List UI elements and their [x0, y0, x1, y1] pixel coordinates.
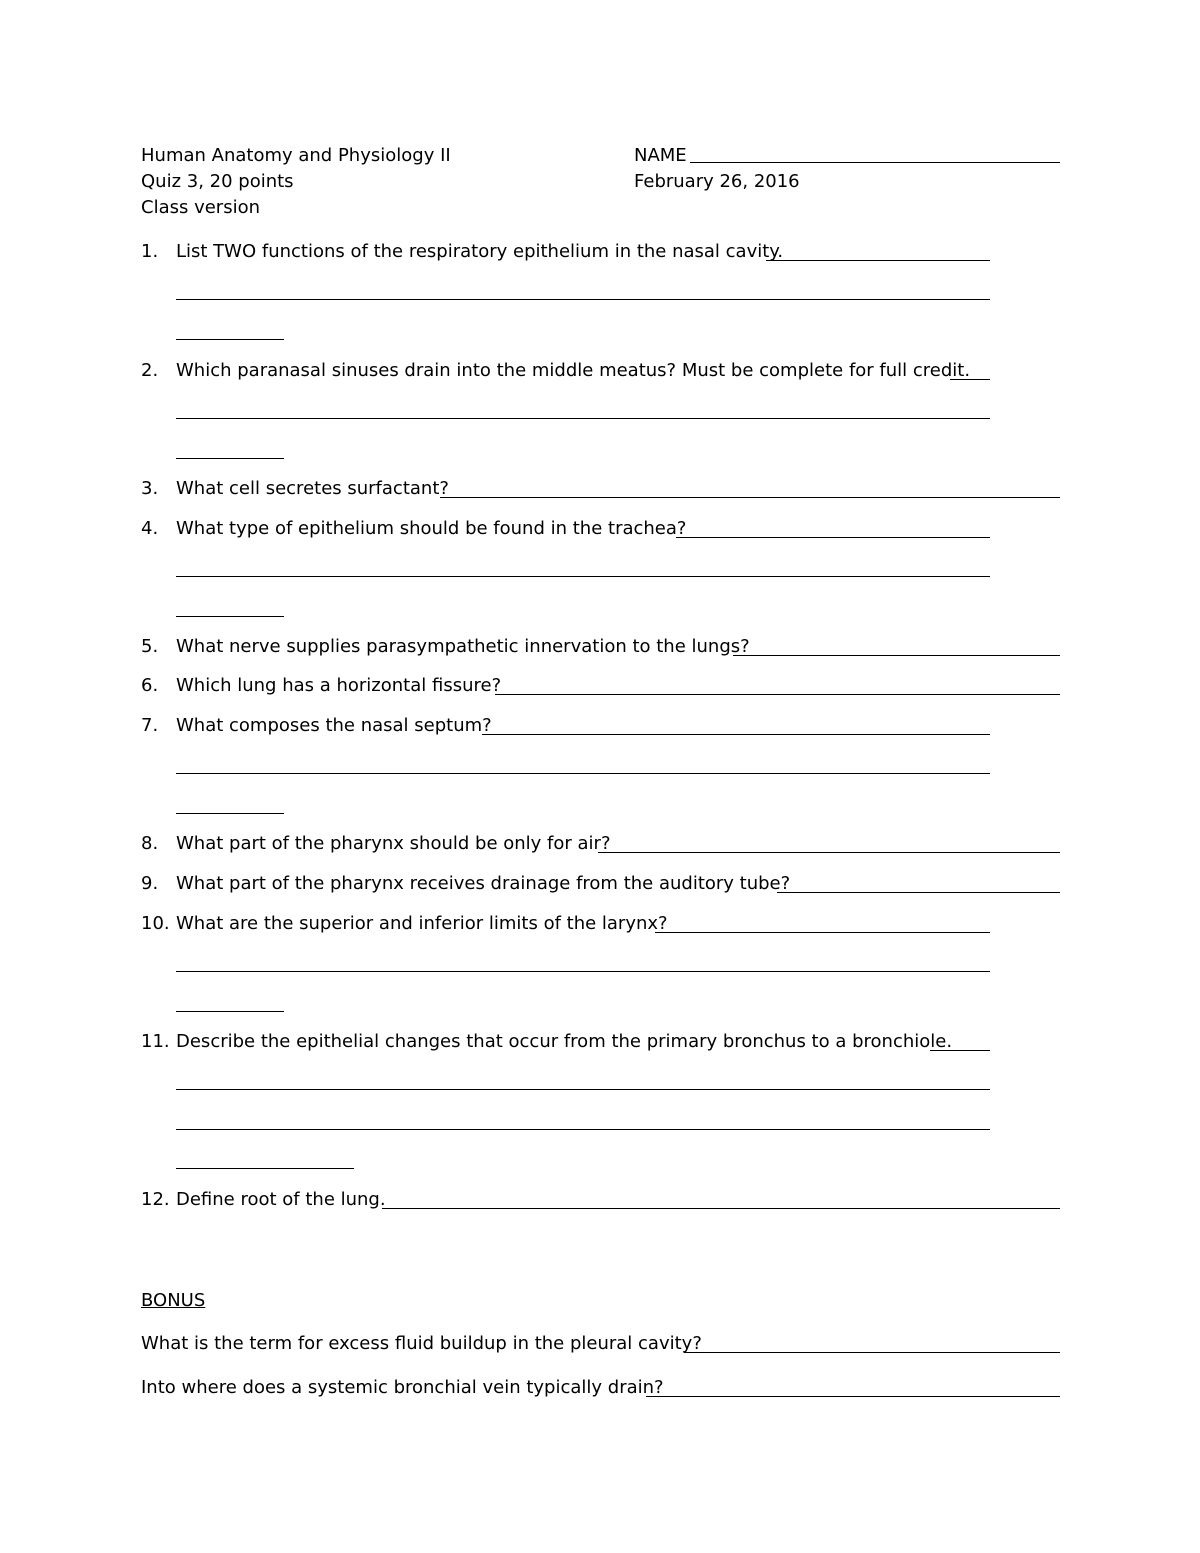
answer-line[interactable]	[176, 299, 990, 300]
answer-line[interactable]	[684, 1352, 1060, 1353]
question-text: List TWO functions of the respiratory epithelium in the nasal cavity.	[176, 241, 784, 262]
version-label: Class version	[141, 197, 261, 218]
answer-line[interactable]	[176, 813, 284, 814]
answer-line[interactable]	[176, 1168, 354, 1169]
question-number: 1.	[141, 241, 159, 262]
question-number: 4.	[141, 518, 159, 539]
answer-line[interactable]	[176, 1089, 990, 1090]
question-number: 11.	[141, 1031, 170, 1052]
quiz-date: February 26, 2016	[634, 171, 800, 192]
question-number: 5.	[141, 636, 159, 657]
answer-line[interactable]	[176, 458, 284, 459]
answer-line[interactable]	[646, 1396, 1060, 1397]
answer-line[interactable]	[440, 497, 1060, 498]
question-number: 9.	[141, 873, 159, 894]
answer-line[interactable]	[733, 655, 1060, 656]
question-number: 12.	[141, 1189, 170, 1210]
question-text: What type of epithelium should be found in the trachea?	[176, 518, 687, 539]
answer-line[interactable]	[655, 932, 990, 933]
question-text: Which paranasal sinuses drain into the middle meatus? Must be complete for full credit.	[176, 360, 971, 381]
answer-line[interactable]	[482, 734, 990, 735]
answer-line[interactable]	[176, 576, 990, 577]
answer-line[interactable]	[598, 852, 1060, 853]
answer-line[interactable]	[930, 1050, 990, 1051]
answer-line[interactable]	[176, 773, 990, 774]
question-number: 6.	[141, 675, 159, 696]
question-number: 7.	[141, 715, 159, 736]
quiz-info: Quiz 3, 20 points	[141, 171, 294, 192]
question-number: 8.	[141, 833, 159, 854]
course-title: Human Anatomy and Physiology II	[141, 145, 451, 166]
question-text: What composes the nasal septum?	[176, 715, 492, 736]
question-text: What cell secretes surfactant?	[176, 478, 449, 499]
answer-line[interactable]	[950, 379, 990, 380]
answer-line[interactable]	[495, 694, 1060, 695]
name-label: NAME	[634, 145, 687, 166]
answer-line[interactable]	[766, 260, 990, 261]
answer-line[interactable]	[176, 1129, 990, 1130]
question-text: What are the superior and inferior limits of the larynx?	[176, 913, 668, 934]
answer-line[interactable]	[676, 537, 990, 538]
question-number: 10.	[141, 913, 170, 934]
answer-line[interactable]	[176, 339, 284, 340]
bonus-question-text: What is the term for excess fluid buildup in the pleural cavity?	[141, 1333, 702, 1354]
question-number: 3.	[141, 478, 159, 499]
answer-line[interactable]	[176, 616, 284, 617]
name-answer-line[interactable]	[690, 162, 1060, 163]
answer-line[interactable]	[382, 1208, 1060, 1209]
question-text: Define root of the lung.	[176, 1189, 386, 1210]
question-number: 2.	[141, 360, 159, 381]
question-text: What nerve supplies parasympathetic innervation to the lungs?	[176, 636, 750, 657]
answer-line[interactable]	[176, 971, 990, 972]
question-text: Which lung has a horizontal fissure?	[176, 675, 502, 696]
answer-line[interactable]	[777, 892, 1060, 893]
bonus-heading: BONUS	[141, 1290, 206, 1311]
answer-line[interactable]	[176, 1011, 284, 1012]
question-text: What part of the pharynx receives drainage from the auditory tube?	[176, 873, 791, 894]
question-text: Describe the epithelial changes that occur from the primary bronchus to a bronchiole.	[176, 1031, 953, 1052]
question-text: What part of the pharynx should be only for air?	[176, 833, 611, 854]
answer-line[interactable]	[176, 418, 990, 419]
bonus-question-text: Into where does a systemic bronchial vein typically drain?	[141, 1377, 664, 1398]
